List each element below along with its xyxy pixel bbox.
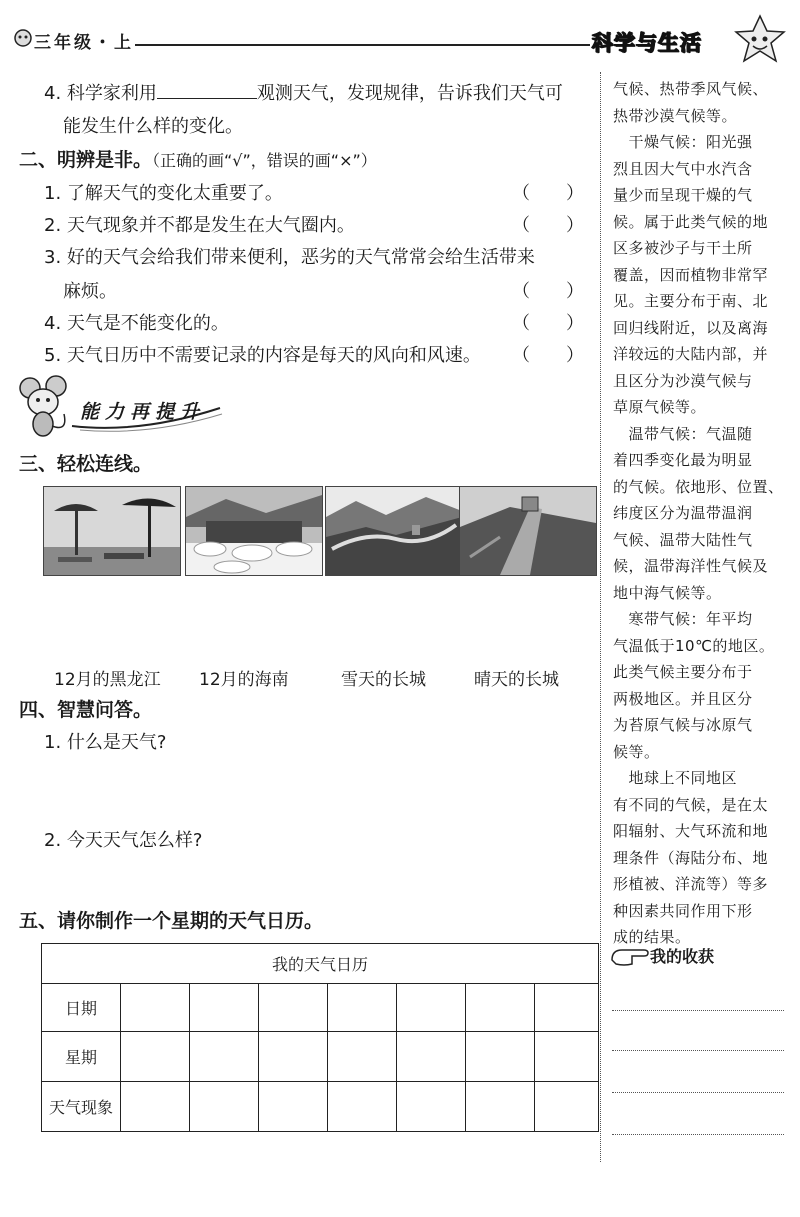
answer-paren-4[interactable]: （ ） bbox=[512, 313, 584, 334]
judge-item-3-cont: 麻烦。 bbox=[63, 281, 117, 302]
question-item-4: 4. 科学家利用 观测天气，发现规律，告诉我们天气可 bbox=[44, 80, 563, 106]
side-line: 为苔原气候与冰原气 bbox=[613, 716, 753, 734]
side-line: 纬度区分为温带温润 bbox=[613, 504, 753, 522]
judge-item-4: 4. 天气是不能变化的。 bbox=[44, 313, 229, 334]
side-line: 回归线附近，以及离海 bbox=[613, 318, 769, 337]
side-line: 的气候。依地形、位置、 bbox=[613, 477, 784, 496]
side-line: 温带气候：气温随 bbox=[613, 424, 753, 443]
side-line: 草原气候等。 bbox=[613, 398, 707, 416]
side-line: 见。主要分布于南、北 bbox=[613, 292, 769, 310]
harvest-writing-line[interactable] bbox=[612, 1134, 784, 1135]
side-line: 成的结果。 bbox=[613, 928, 691, 946]
side-line: 热带沙漠气候等。 bbox=[613, 106, 738, 125]
table-cell[interactable] bbox=[535, 1082, 599, 1132]
caption-great-wall-clear: 晴天的长城 bbox=[474, 670, 559, 690]
side-line: 寒带气候：年平均 bbox=[613, 610, 753, 628]
side-line: 候等。 bbox=[613, 742, 660, 761]
side-line: 着四季变化最为明显 bbox=[613, 451, 753, 469]
table-cell[interactable] bbox=[328, 1032, 397, 1082]
table-cell[interactable] bbox=[466, 1082, 535, 1132]
row-label-date: 日期 bbox=[42, 984, 121, 1032]
side-line: 覆盖，因而植物非常罕 bbox=[613, 265, 769, 284]
brand-title: 科学与生活 bbox=[592, 31, 702, 55]
row-label-weather: 天气现象 bbox=[42, 1082, 121, 1132]
side-line: 理条件（海陆分布、地 bbox=[613, 848, 769, 867]
answer-paren-3[interactable]: （ ） bbox=[512, 281, 584, 302]
header-rule bbox=[135, 44, 590, 46]
weather-calendar-table bbox=[41, 943, 599, 1132]
table-cell[interactable] bbox=[328, 1082, 397, 1132]
table-cell[interactable] bbox=[466, 1032, 535, 1082]
section-3-heading: 三、轻松连线。 bbox=[19, 453, 153, 475]
photo-snowy-village bbox=[185, 486, 323, 576]
caption-hainan: 12月的海南 bbox=[199, 670, 289, 690]
answer-paren-1[interactable]: （ ） bbox=[512, 183, 584, 204]
table-cell[interactable] bbox=[190, 984, 259, 1032]
table-cell[interactable] bbox=[121, 1032, 190, 1082]
table-cell[interactable] bbox=[190, 1032, 259, 1082]
section-4-heading: 四、智慧问答。 bbox=[19, 699, 153, 721]
qa-question-2: 2. 今天天气怎么样? bbox=[44, 830, 203, 851]
harvest-writing-line[interactable] bbox=[612, 1092, 784, 1093]
mouse-mascot-icon bbox=[16, 374, 76, 444]
side-line: 种因素共同作用下形 bbox=[613, 901, 753, 920]
caption-great-wall-snow: 雪天的长城 bbox=[341, 670, 426, 690]
section-5-heading: 五、请你制作一个星期的天气日历。 bbox=[19, 910, 324, 932]
answer-paren-5[interactable]: （ ） bbox=[512, 345, 584, 366]
side-line: 烈且因大气中水汽含 bbox=[613, 159, 753, 178]
side-line: 地中海气候等。 bbox=[613, 583, 722, 602]
table-cell[interactable] bbox=[259, 1082, 328, 1132]
side-line: 且区分为沙漠气候与 bbox=[613, 371, 753, 390]
row-label-weekday: 星期 bbox=[42, 1032, 121, 1082]
side-line: 气温低于10℃的地区。 bbox=[613, 636, 775, 655]
side-line: 干燥气候：阳光强 bbox=[613, 133, 753, 151]
side-column-text bbox=[613, 76, 788, 951]
judge-item-5: 5. 天气日历中不需要记录的内容是每天的风向和风速。 bbox=[44, 345, 481, 366]
side-line: 候，温带海洋性气候及 bbox=[613, 557, 769, 575]
harvest-heading: 我的收获 bbox=[650, 947, 715, 966]
judge-item-2: 2. 天气现象并不都是发生在大气圈内。 bbox=[44, 215, 355, 236]
answer-paren-2[interactable]: （ ） bbox=[512, 215, 584, 236]
side-line: 阳辐射、大气环流和地 bbox=[613, 822, 769, 840]
side-line: 此类气候主要分布于 bbox=[613, 663, 753, 681]
table-cell[interactable] bbox=[397, 1032, 466, 1082]
pointing-hand-icon bbox=[610, 942, 650, 972]
photo-great-wall-clear bbox=[459, 486, 597, 576]
corner-logo bbox=[12, 26, 34, 52]
table-cell[interactable] bbox=[259, 1032, 328, 1082]
photo-beach-umbrellas bbox=[43, 486, 181, 576]
table-cell[interactable] bbox=[121, 1082, 190, 1132]
side-line: 有不同的气候，是在太 bbox=[613, 795, 769, 814]
table-cell[interactable] bbox=[535, 984, 599, 1032]
section-2-heading: 二、明辨是非。（正确的画“√”，错误的画“×”） bbox=[19, 149, 377, 171]
table-cell[interactable] bbox=[190, 1082, 259, 1132]
side-line: 量少而呈现干燥的气 bbox=[613, 186, 753, 204]
table-cell[interactable] bbox=[121, 984, 190, 1032]
caption-heilongjiang: 12月的黑龙江 bbox=[54, 670, 161, 690]
side-line: 洋较远的大陆内部，并 bbox=[613, 345, 769, 363]
side-line: 气候、温带大陆性气 bbox=[613, 530, 753, 549]
side-line: 气候、热带季风气候、 bbox=[613, 80, 769, 98]
answer-blank[interactable] bbox=[157, 80, 257, 99]
ability-banner: 能力再提升 bbox=[80, 401, 206, 423]
side-line: 两极地区。并且区分 bbox=[613, 689, 753, 708]
table-cell[interactable] bbox=[466, 984, 535, 1032]
table-title: 我的天气日历 bbox=[42, 944, 599, 984]
side-line: 形植被、洋流等）等多 bbox=[613, 875, 769, 893]
judge-item-1: 1. 了解天气的变化太重要了。 bbox=[44, 183, 283, 204]
photo-great-wall-snow bbox=[325, 486, 463, 576]
judge-item-3: 3. 好的天气会给我们带来便利，恶劣的天气常常会给生活带来 bbox=[44, 247, 535, 268]
side-line: 区多被沙子与干土所 bbox=[613, 239, 753, 257]
column-separator bbox=[600, 72, 601, 1162]
question-item-4-cont: 能发生什么样的变化。 bbox=[63, 116, 243, 137]
side-line: 候。属于此类气候的地 bbox=[613, 212, 769, 231]
table-cell[interactable] bbox=[535, 1032, 599, 1082]
qa-question-1: 1. 什么是天气? bbox=[44, 732, 167, 753]
table-cell[interactable] bbox=[259, 984, 328, 1032]
harvest-writing-line[interactable] bbox=[612, 1050, 784, 1051]
harvest-writing-line[interactable] bbox=[612, 1010, 784, 1011]
star-mascot-icon bbox=[732, 14, 788, 70]
side-line: 地球上不同地区 bbox=[613, 769, 738, 787]
table-cell[interactable] bbox=[397, 1082, 466, 1132]
table-cell[interactable] bbox=[397, 984, 466, 1032]
grade-label: 三年级・上 bbox=[34, 33, 134, 53]
table-cell[interactable] bbox=[328, 984, 397, 1032]
